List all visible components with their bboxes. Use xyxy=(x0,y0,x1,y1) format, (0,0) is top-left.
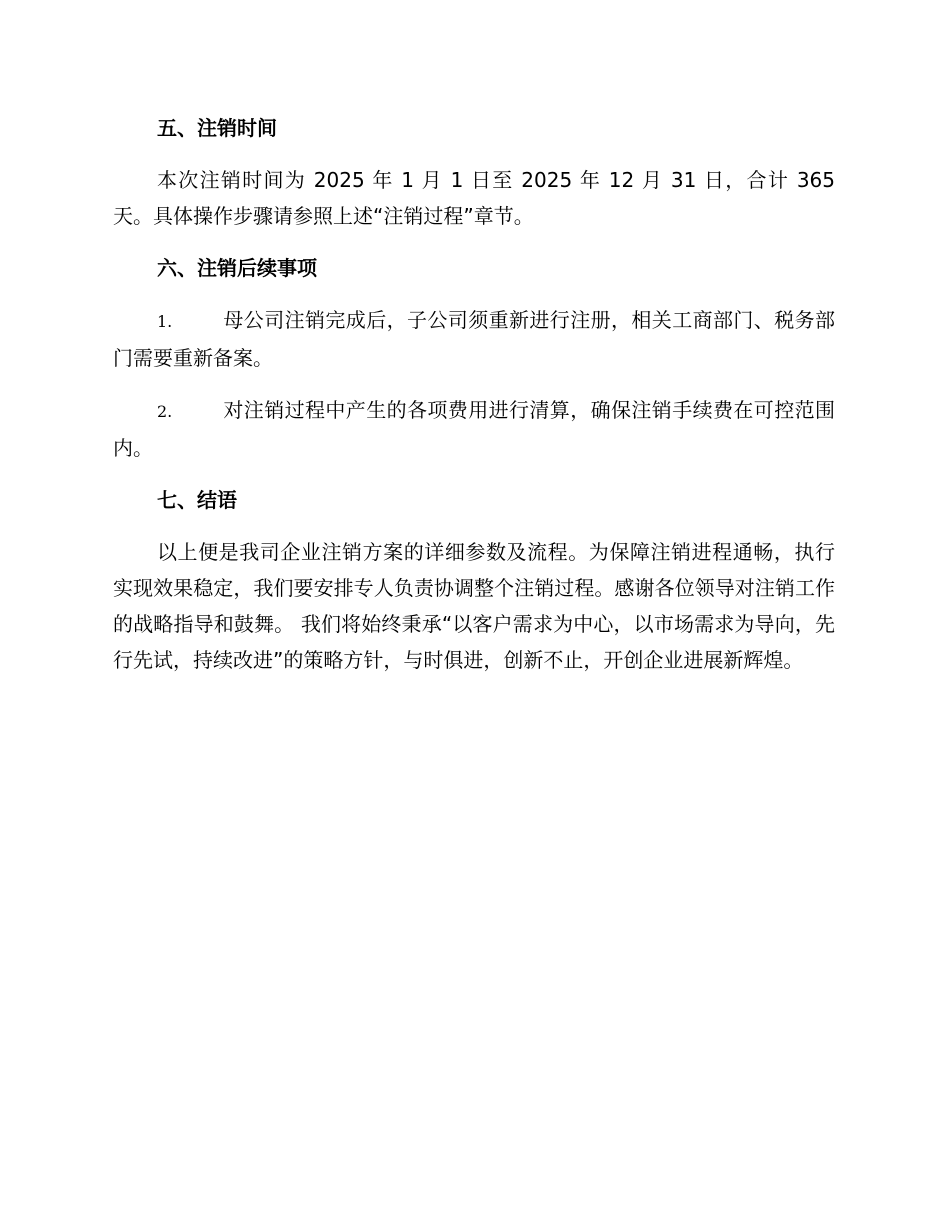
list-item xyxy=(113,392,835,466)
section-heading-follow-up: 六、注销后续事项 xyxy=(157,256,317,280)
list-item-text: 母公司注销完成后，子公司须重新进行注册，相关工商部门、税务部门需要重新备案。 xyxy=(113,308,835,370)
list-item-number: 1. xyxy=(157,312,173,331)
section-heading-conclusion: 七、结语 xyxy=(157,488,237,512)
section-heading-cancellation-time: 五、注销时间 xyxy=(157,116,277,140)
list-item-text: 对注销过程中产生的各项费用进行清算，确保注销手续费在可控范围内。 xyxy=(113,398,835,460)
list-item xyxy=(113,302,835,376)
list-item-number: 2. xyxy=(157,402,173,421)
document-content xyxy=(113,110,835,694)
section-paragraph-conclusion: 以上便是我司企业注销方案的详细参数及流程。为保障注销进程通畅，执行实现效果稳定，我们要安排专人负责协调整个注销过程。感谢各位领导对注销工作的战略指导和鼓舞。 我们将始终秉承“以客户需求为中心，以市场需求为导向，先行先试，持续改进”的策略方针，与时俱进，创新不止，开创企业进展新辉煌。 xyxy=(113,540,835,672)
section-paragraph-cancellation-time: 本次注销时间为 2025 年 1 月 1 日至 2025 年 12 月 31 日，合计 365 天。具体操作步骤请参照上述“注销过程”章节。 xyxy=(113,168,835,228)
